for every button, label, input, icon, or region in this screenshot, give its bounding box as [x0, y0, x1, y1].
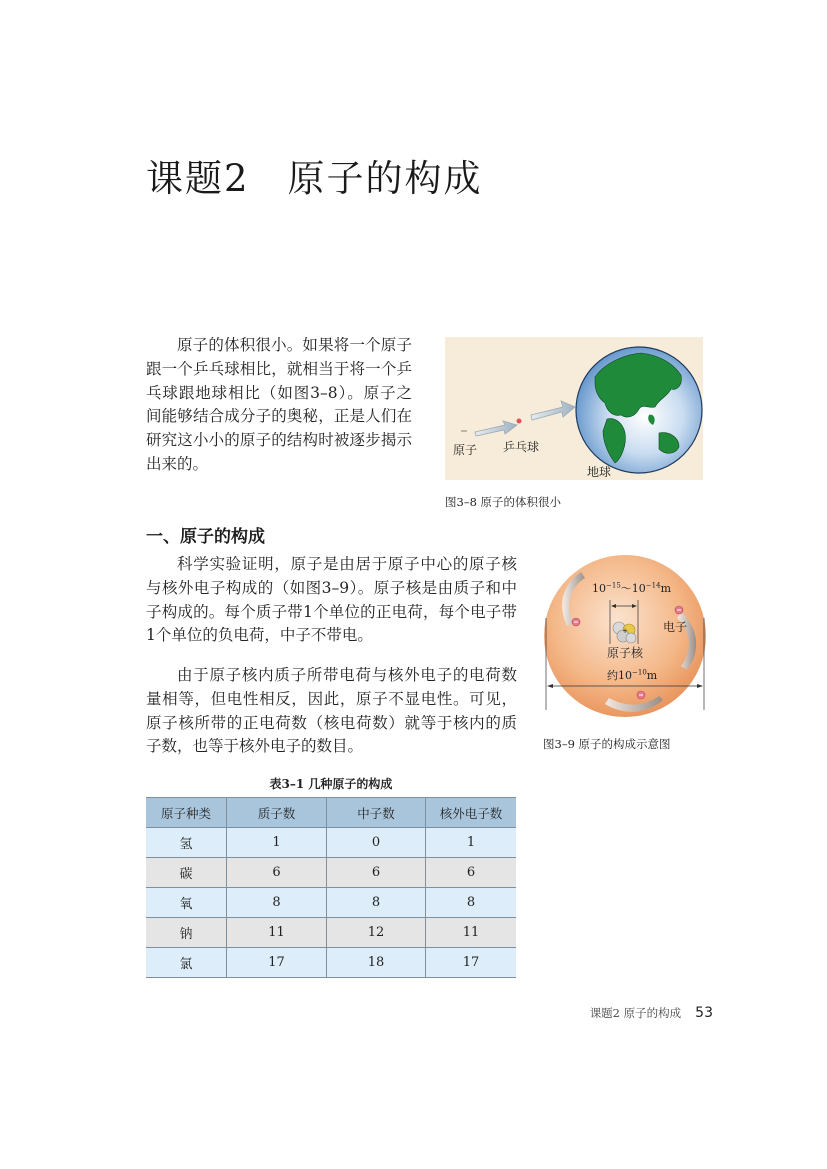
- table-header-row: [146, 798, 516, 828]
- chapter-title: 原子的构成: [287, 157, 483, 200]
- table-row: [146, 948, 516, 978]
- table-cell: 氯: [146, 948, 227, 978]
- table-cell: 0: [327, 828, 426, 858]
- atom-label: 原子: [453, 443, 478, 457]
- chapter-label: 课题2: [146, 157, 250, 200]
- table-cell: 钠: [146, 918, 227, 948]
- atom-composition-table: [146, 797, 516, 978]
- column-header: 原子种类: [146, 798, 227, 828]
- table-cell: 8: [426, 888, 517, 918]
- pingpong-label: 乒乓球: [503, 440, 540, 454]
- figure-3-8-caption: 图3–8 原子的体积很小: [445, 495, 562, 509]
- nucleus-size-label: $10^{-15}\sim 10^{-14}m$: [592, 581, 671, 595]
- section-paragraph-2: 由于原子核内质子所带电荷与核外电子的电荷数量相等，但电性相反，因此，原子不显电性。可见，原子核所带的正电荷数（核电荷数）就等于核内的质子数，也等于核外电子的数目。: [146, 666, 517, 756]
- table-cell: 8: [327, 888, 426, 918]
- table-row: [146, 888, 516, 918]
- figure-3-9-caption: 图3–9 原子的构成示意图: [543, 737, 671, 751]
- atom-structure-diagram: [541, 552, 711, 722]
- electron-label: 电子: [663, 620, 688, 634]
- earth-comparison-illustration: [445, 337, 703, 480]
- table-cell: 氧: [146, 888, 227, 918]
- column-header: 中子数: [327, 798, 426, 828]
- svg-text:+: +: [622, 627, 628, 635]
- column-header: 核外电子数: [426, 798, 517, 828]
- figure-3-9: [541, 552, 711, 722]
- table-row: [146, 828, 516, 858]
- atom-size-label: 约$10^{-10}m$: [607, 668, 658, 682]
- figure-3-8: [445, 337, 703, 480]
- table-cell: 17: [227, 948, 327, 978]
- table-cell: 1: [426, 828, 517, 858]
- table-cell: 11: [227, 918, 327, 948]
- table-title: 表3–1 几种原子的构成: [269, 777, 393, 791]
- table-cell: 11: [426, 918, 517, 948]
- page-number: 53: [695, 1005, 713, 1021]
- intro-paragraph: 原子的体积很小。如果将一个原子跟一个乒乓球相比，就相当于将一个乒乓球跟地球相比（如图3–8）。原子之间能够结合成分子的奥秘，正是人们在研究这小小的原子的结构时被逐步揭示出来的。: [146, 336, 412, 473]
- table-cell: 氢: [146, 828, 227, 858]
- table-row: [146, 858, 516, 888]
- table-cell: 1: [227, 828, 327, 858]
- table-cell: 碳: [146, 858, 227, 888]
- pingpong-ball-icon: [517, 419, 522, 424]
- table-cell: 6: [327, 858, 426, 888]
- table-cell: 6: [426, 858, 517, 888]
- table-cell: 17: [426, 948, 517, 978]
- nucleus-label: 原子核: [607, 646, 644, 660]
- table-cell: 8: [227, 888, 327, 918]
- section-heading: 一、原子的构成: [146, 527, 265, 547]
- running-title: 课题2 原子的构成: [589, 1006, 682, 1020]
- page-footer: [590, 1005, 713, 1021]
- table-cell: 6: [227, 858, 327, 888]
- earth-label: 地球: [587, 465, 612, 479]
- table-cell: 12: [327, 918, 426, 948]
- table-row: [146, 918, 516, 948]
- table-cell: 18: [327, 948, 426, 978]
- section-paragraph-1: 科学实验证明，原子是由居于原子中心的原子核与核外电子构成的（如图3–9）。原子核是由质子和中子构成的。每个质子带1个单位的正电荷，每个电子带1个单位的负电荷，中子不带电。: [146, 555, 517, 645]
- page-title: [146, 148, 483, 202]
- column-header: 质子数: [227, 798, 327, 828]
